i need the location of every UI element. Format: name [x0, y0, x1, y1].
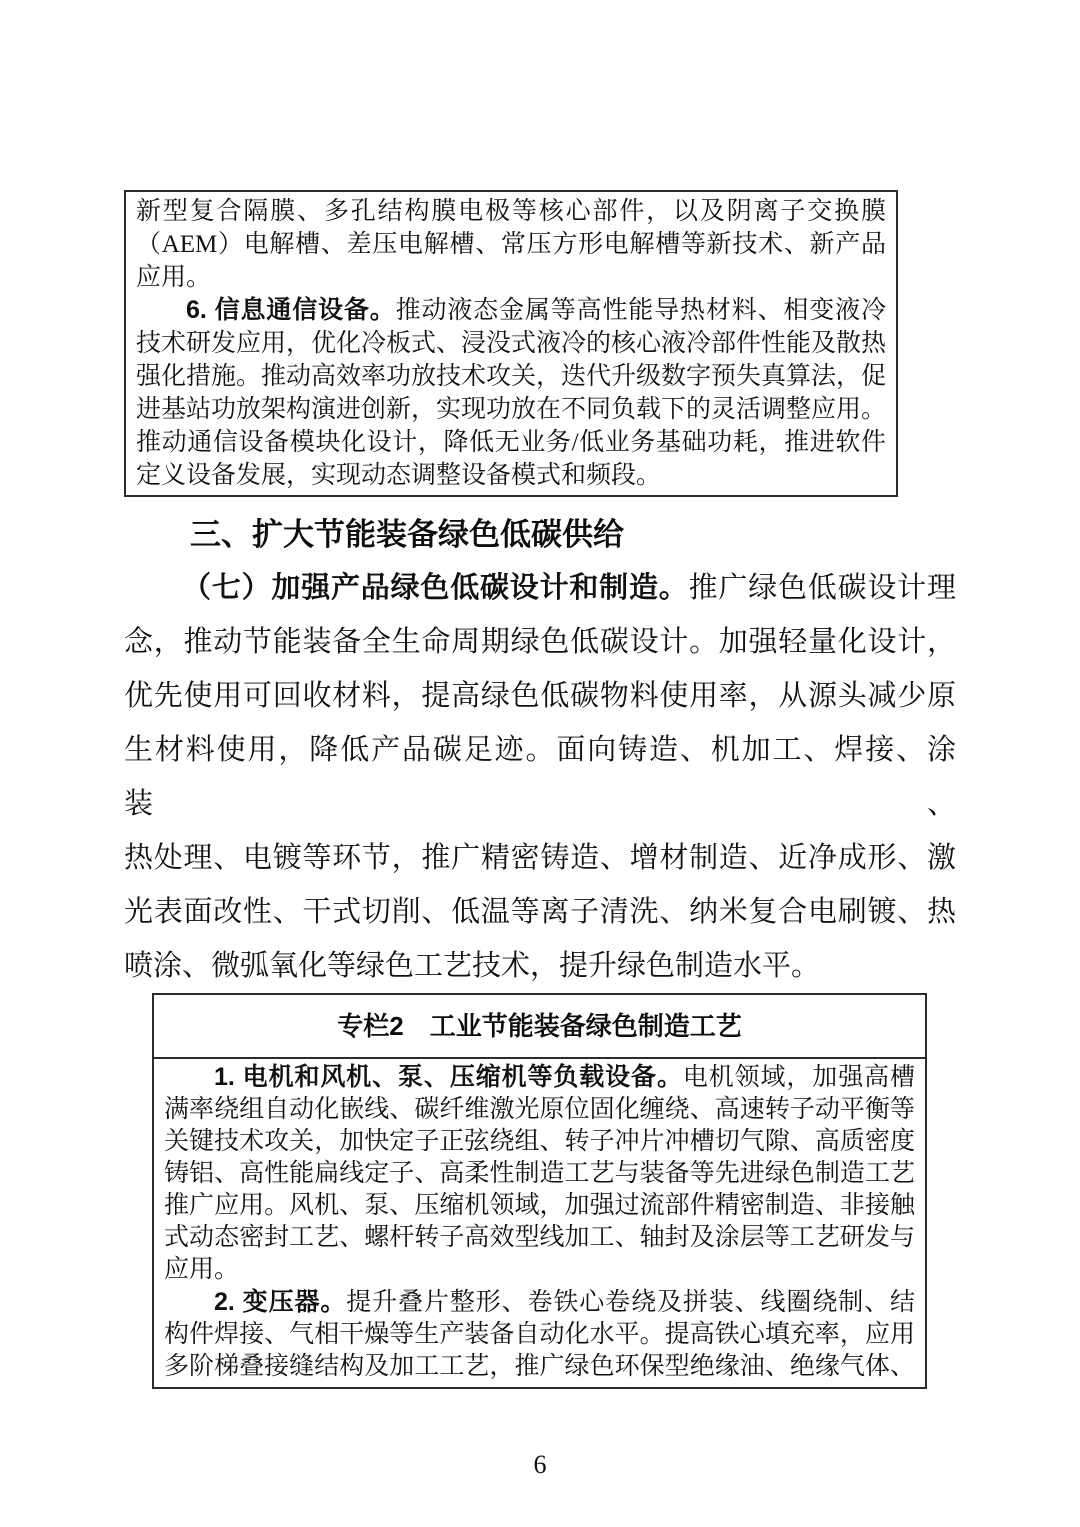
text-line [124, 615, 956, 669]
text-run: 关键技术攻关，加快定子正弦绕组、转子冲片冲槽切气隙、高质密度 [164, 1128, 915, 1155]
text-line [124, 885, 956, 939]
column-box [152, 993, 927, 1389]
text-run: 推动通信设备模块化设计，降低无业务/低业务基础功耗，推进软件 [136, 429, 886, 456]
text-run: 光表面改性、干式切削、低温等离子清洗、纳米复合电刷镀、热 [124, 896, 956, 928]
text-run: 喷涂、微弧氧化等绿色工艺技术，提升绿色制造水平。 [124, 950, 821, 982]
text-run: 式动态密封工艺、螺杆转子高效型线加工、轴封及涂层等工艺研发与 [164, 1224, 915, 1251]
text-run: 满率绕组自动化嵌线、碳纤维激光原位固化缠绕、高速转子动平衡等 [164, 1096, 915, 1123]
text-run: 推广绿色低碳设计理 [688, 572, 956, 604]
text-run: 应用。 [164, 1256, 240, 1283]
bold-lead-in: 2. 变压器。 [214, 1288, 347, 1316]
text-run: 强化措施。推动高效率功放技术攻关，迭代升级数字预失真算法，促 [136, 363, 887, 390]
bold-lead-in: （七）加强产品绿色低碳设计和制造。 [182, 572, 689, 604]
text-line [164, 1319, 915, 1351]
text-run: 技术研发应用，优化冷板式、浸没式液冷的核心液冷部件性能及散热 [136, 330, 887, 357]
text-run: 念，推动节能装备全生命周期绿色低碳设计。加强轻量化设计， [124, 626, 956, 658]
text-line [124, 723, 956, 831]
text-line [136, 459, 886, 492]
text-line [136, 294, 886, 327]
text-run: 生材料使用，降低产品碳足迹。面向铸造、机加工、焊接、涂装、 [124, 734, 956, 820]
column-box-content [154, 1059, 925, 1387]
text-line [124, 939, 956, 993]
text-line [124, 561, 956, 615]
text-line [124, 669, 956, 723]
text-line [164, 1094, 915, 1126]
text-run: 提升叠片整形、卷铁心卷绕及拼装、线圈绕制、结 [346, 1289, 915, 1316]
text-line [164, 1286, 915, 1319]
text-line [136, 360, 886, 393]
text-run: 应用。 [136, 264, 212, 291]
text-run: 铸铝、高性能扁线定子、高柔性制造工艺与装备等先进绿色制造工艺 [164, 1160, 915, 1187]
text-line [164, 1254, 915, 1286]
text-line [136, 228, 886, 261]
text-line [164, 1222, 915, 1254]
text-run: 多阶梯叠接缝结构及加工工艺，推广绿色环保型绝缘油、绝缘气体、 [164, 1353, 915, 1380]
text-line [164, 1126, 915, 1158]
text-run: 新型复合隔膜、多孔结构膜电极等核心部件，以及阴离子交换膜 [136, 198, 886, 225]
text-run: 推动液态金属等高性能导热材料、相变液冷 [395, 297, 886, 324]
text-run: 电机领域，加强高槽 [682, 1064, 915, 1091]
section-heading: 三、扩大节能装备绿色低碳供给 [190, 517, 624, 552]
bold-lead-in: 1. 电机和风机、泵、压缩机等负载设备。 [214, 1063, 683, 1091]
bold-lead-in: 6. 信息通信设备。 [186, 296, 396, 324]
text-run: 热处理、电镀等环节，推广精密铸造、增材制造、近净成形、激 [124, 842, 956, 874]
text-line [136, 426, 886, 459]
text-line [164, 1158, 915, 1190]
text-line [136, 195, 886, 228]
text-run: 优先使用可回收材料，提高绿色低碳物料使用率，从源头减少原 [124, 680, 956, 712]
body-paragraph [124, 561, 956, 993]
text-line [164, 1351, 915, 1383]
text-line [164, 1061, 915, 1094]
text-line [164, 1190, 915, 1222]
continuation-text-box [124, 190, 898, 497]
text-run: 推广应用。风机、泵、压缩机领域，加强过流部件精密制造、非接触 [164, 1192, 915, 1219]
text-run: 定义设备发展，实现动态调整设备模式和频段。 [136, 462, 662, 489]
text-run: 进基站功放架构演进创新，实现功放在不同负载下的灵活调整应用。 [136, 396, 887, 423]
text-line [136, 393, 886, 426]
text-run: 构件焊接、气相干燥等生产装备自动化水平。提高铁心填充率，应用 [164, 1321, 915, 1348]
text-run: （AEM）电解槽、差压电解槽、常压方形电解槽等新技术、新产品 [136, 231, 886, 258]
text-line [124, 831, 956, 885]
text-line [136, 261, 886, 294]
page-number: 6 [533, 1450, 547, 1479]
column-box-title: 专栏2 工业节能装备绿色制造工艺 [154, 995, 925, 1059]
text-line [136, 327, 886, 360]
